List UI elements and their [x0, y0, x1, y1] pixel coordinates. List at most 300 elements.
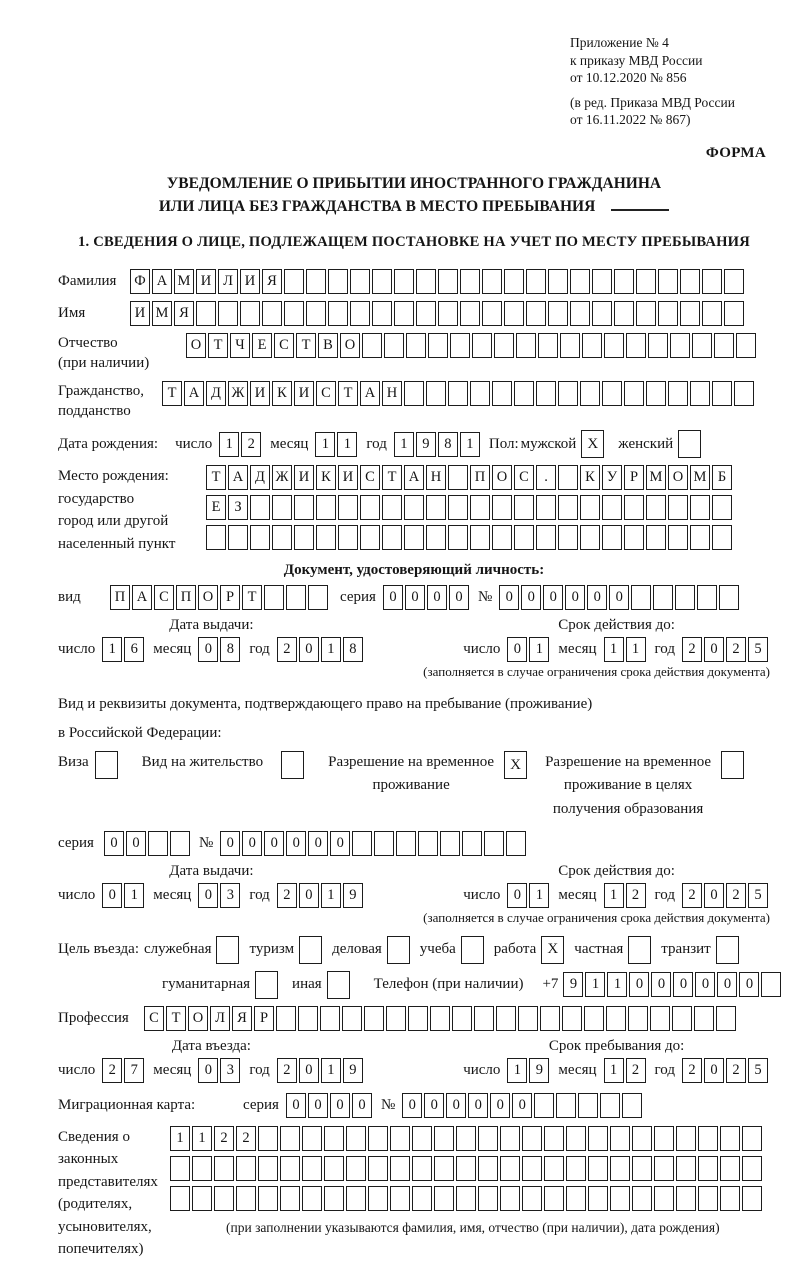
char-cell[interactable]: 0: [286, 1093, 306, 1118]
char-cell[interactable]: [602, 495, 622, 520]
char-cell[interactable]: И: [196, 269, 216, 294]
char-cell[interactable]: 1: [507, 1058, 527, 1083]
char-cell[interactable]: [484, 831, 504, 856]
char-cell[interactable]: [346, 1186, 366, 1211]
char-cell[interactable]: [610, 1126, 630, 1151]
char-cell[interactable]: [698, 1156, 718, 1181]
char-cell[interactable]: [622, 1093, 642, 1118]
char-cell[interactable]: [192, 1156, 212, 1181]
char-cell[interactable]: [306, 269, 326, 294]
char-cell[interactable]: [286, 585, 306, 610]
char-cell[interactable]: .: [536, 465, 556, 490]
char-cell[interactable]: [648, 333, 668, 358]
char-cell[interactable]: [470, 525, 490, 550]
char-cell[interactable]: [518, 1006, 538, 1031]
char-cell[interactable]: П: [110, 585, 130, 610]
char-cell[interactable]: [170, 1186, 190, 1211]
char-cell[interactable]: [526, 269, 546, 294]
char-cell[interactable]: [698, 1186, 718, 1211]
char-cell[interactable]: 8: [438, 432, 458, 457]
char-cell[interactable]: 1: [321, 1058, 341, 1083]
char-cell[interactable]: [250, 525, 270, 550]
char-cell[interactable]: [262, 301, 282, 326]
char-cell[interactable]: [522, 1186, 542, 1211]
char-cell[interactable]: [460, 269, 480, 294]
char-cell[interactable]: П: [470, 465, 490, 490]
char-cell[interactable]: [631, 585, 651, 610]
char-cell[interactable]: [438, 301, 458, 326]
char-cell[interactable]: [426, 381, 446, 406]
char-cell[interactable]: 0: [299, 883, 319, 908]
char-cell[interactable]: Е: [252, 333, 272, 358]
char-cell[interactable]: 2: [726, 637, 746, 662]
char-cell[interactable]: 1: [604, 883, 624, 908]
char-cell[interactable]: П: [176, 585, 196, 610]
char-cell[interactable]: [372, 301, 392, 326]
char-cell[interactable]: [280, 1156, 300, 1181]
char-cell[interactable]: 2: [214, 1126, 234, 1151]
purpose-private-checkbox[interactable]: [628, 936, 651, 964]
char-cell[interactable]: 0: [673, 972, 693, 997]
char-cell[interactable]: [694, 1006, 714, 1031]
char-cell[interactable]: 0: [405, 585, 425, 610]
char-cell[interactable]: 1: [585, 972, 605, 997]
char-cell[interactable]: [632, 1126, 652, 1151]
char-cell[interactable]: [338, 495, 358, 520]
char-cell[interactable]: И: [240, 269, 260, 294]
char-cell[interactable]: [218, 301, 238, 326]
char-cell[interactable]: [592, 301, 612, 326]
char-cell[interactable]: [320, 1006, 340, 1031]
char-cell[interactable]: [236, 1186, 256, 1211]
char-cell[interactable]: [448, 495, 468, 520]
char-cell[interactable]: Ж: [228, 381, 248, 406]
char-cell[interactable]: А: [152, 269, 172, 294]
char-cell[interactable]: 2: [277, 637, 297, 662]
char-cell[interactable]: [284, 269, 304, 294]
char-cell[interactable]: 0: [629, 972, 649, 997]
char-cell[interactable]: [720, 1186, 740, 1211]
char-cell[interactable]: [614, 301, 634, 326]
char-cell[interactable]: [478, 1156, 498, 1181]
char-cell[interactable]: [294, 495, 314, 520]
char-cell[interactable]: 1: [529, 637, 549, 662]
char-cell[interactable]: [342, 1006, 362, 1031]
char-cell[interactable]: Е: [206, 495, 226, 520]
char-cell[interactable]: [580, 495, 600, 520]
char-cell[interactable]: [368, 1126, 388, 1151]
char-cell[interactable]: Р: [624, 465, 644, 490]
char-cell[interactable]: [668, 495, 688, 520]
char-cell[interactable]: [404, 495, 424, 520]
char-cell[interactable]: [536, 495, 556, 520]
char-cell[interactable]: 0: [521, 585, 541, 610]
char-cell[interactable]: [544, 1126, 564, 1151]
char-cell[interactable]: 0: [102, 883, 122, 908]
char-cell[interactable]: [394, 301, 414, 326]
char-cell[interactable]: [500, 1186, 520, 1211]
char-cell[interactable]: [346, 1126, 366, 1151]
char-cell[interactable]: 0: [383, 585, 403, 610]
char-cell[interactable]: [514, 525, 534, 550]
char-cell[interactable]: [600, 1093, 620, 1118]
char-cell[interactable]: [492, 525, 512, 550]
char-cell[interactable]: 2: [726, 1058, 746, 1083]
char-cell[interactable]: 0: [299, 637, 319, 662]
char-cell[interactable]: Я: [174, 301, 194, 326]
char-cell[interactable]: [658, 269, 678, 294]
char-cell[interactable]: [412, 1156, 432, 1181]
char-cell[interactable]: [228, 525, 248, 550]
char-cell[interactable]: [658, 301, 678, 326]
char-cell[interactable]: М: [690, 465, 710, 490]
char-cell[interactable]: [690, 381, 710, 406]
char-cell[interactable]: 2: [277, 883, 297, 908]
char-cell[interactable]: Т: [296, 333, 316, 358]
char-cell[interactable]: И: [294, 381, 314, 406]
char-cell[interactable]: 0: [695, 972, 715, 997]
char-cell[interactable]: 0: [507, 883, 527, 908]
char-cell[interactable]: [544, 1156, 564, 1181]
char-cell[interactable]: 1: [170, 1126, 190, 1151]
char-cell[interactable]: [558, 495, 578, 520]
char-cell[interactable]: [390, 1126, 410, 1151]
char-cell[interactable]: [404, 525, 424, 550]
char-cell[interactable]: [736, 333, 756, 358]
char-cell[interactable]: К: [272, 381, 292, 406]
char-cell[interactable]: С: [154, 585, 174, 610]
char-cell[interactable]: [368, 1186, 388, 1211]
char-cell[interactable]: С: [144, 1006, 164, 1031]
char-cell[interactable]: [560, 333, 580, 358]
char-cell[interactable]: [306, 301, 326, 326]
char-cell[interactable]: [580, 525, 600, 550]
char-cell[interactable]: 0: [507, 637, 527, 662]
char-cell[interactable]: [720, 1156, 740, 1181]
char-cell[interactable]: 0: [704, 1058, 724, 1083]
char-cell[interactable]: [482, 269, 502, 294]
char-cell[interactable]: 0: [446, 1093, 466, 1118]
char-cell[interactable]: 5: [748, 637, 768, 662]
char-cell[interactable]: [714, 333, 734, 358]
char-cell[interactable]: [761, 972, 781, 997]
char-cell[interactable]: [364, 1006, 384, 1031]
char-cell[interactable]: [680, 269, 700, 294]
char-cell[interactable]: [504, 269, 524, 294]
char-cell[interactable]: [504, 301, 524, 326]
char-cell[interactable]: [544, 1186, 564, 1211]
char-cell[interactable]: [382, 495, 402, 520]
char-cell[interactable]: [492, 381, 512, 406]
char-cell[interactable]: [514, 381, 534, 406]
char-cell[interactable]: [724, 301, 744, 326]
char-cell[interactable]: 9: [343, 1058, 363, 1083]
char-cell[interactable]: [584, 1006, 604, 1031]
char-cell[interactable]: 1: [529, 883, 549, 908]
char-cell[interactable]: 2: [682, 883, 702, 908]
char-cell[interactable]: 0: [424, 1093, 444, 1118]
char-cell[interactable]: [346, 1156, 366, 1181]
char-cell[interactable]: О: [186, 333, 206, 358]
char-cell[interactable]: 0: [739, 972, 759, 997]
char-cell[interactable]: 2: [241, 432, 261, 457]
char-cell[interactable]: [610, 1156, 630, 1181]
char-cell[interactable]: [280, 1186, 300, 1211]
char-cell[interactable]: [712, 381, 732, 406]
char-cell[interactable]: 1: [604, 1058, 624, 1083]
char-cell[interactable]: [352, 831, 372, 856]
char-cell[interactable]: [536, 381, 556, 406]
char-cell[interactable]: [566, 1186, 586, 1211]
char-cell[interactable]: 0: [427, 585, 447, 610]
char-cell[interactable]: 1: [460, 432, 480, 457]
char-cell[interactable]: 1: [394, 432, 414, 457]
char-cell[interactable]: Л: [210, 1006, 230, 1031]
char-cell[interactable]: [506, 831, 526, 856]
char-cell[interactable]: [680, 301, 700, 326]
char-cell[interactable]: 0: [499, 585, 519, 610]
char-cell[interactable]: [450, 333, 470, 358]
char-cell[interactable]: 1: [321, 883, 341, 908]
char-cell[interactable]: К: [580, 465, 600, 490]
char-cell[interactable]: [384, 333, 404, 358]
char-cell[interactable]: И: [338, 465, 358, 490]
char-cell[interactable]: [148, 831, 168, 856]
char-cell[interactable]: [298, 1006, 318, 1031]
char-cell[interactable]: 1: [192, 1126, 212, 1151]
char-cell[interactable]: [690, 495, 710, 520]
char-cell[interactable]: [472, 333, 492, 358]
purpose-official-checkbox[interactable]: [216, 936, 239, 964]
char-cell[interactable]: [350, 301, 370, 326]
char-cell[interactable]: [214, 1156, 234, 1181]
char-cell[interactable]: 8: [343, 637, 363, 662]
char-cell[interactable]: [692, 333, 712, 358]
char-cell[interactable]: [214, 1186, 234, 1211]
char-cell[interactable]: [434, 1186, 454, 1211]
char-cell[interactable]: [522, 1156, 542, 1181]
char-cell[interactable]: 1: [315, 432, 335, 457]
char-cell[interactable]: [328, 269, 348, 294]
char-cell[interactable]: 9: [416, 432, 436, 457]
char-cell[interactable]: [514, 495, 534, 520]
char-cell[interactable]: 0: [242, 831, 262, 856]
char-cell[interactable]: [494, 333, 514, 358]
char-cell[interactable]: [548, 301, 568, 326]
char-cell[interactable]: [558, 381, 578, 406]
char-cell[interactable]: 0: [352, 1093, 372, 1118]
sex-female-checkbox[interactable]: [678, 430, 701, 458]
char-cell[interactable]: [276, 1006, 296, 1031]
temp-residence-education-checkbox[interactable]: [721, 751, 744, 779]
char-cell[interactable]: [170, 831, 190, 856]
char-cell[interactable]: З: [228, 495, 248, 520]
char-cell[interactable]: О: [198, 585, 218, 610]
char-cell[interactable]: О: [188, 1006, 208, 1031]
char-cell[interactable]: 0: [468, 1093, 488, 1118]
char-cell[interactable]: [602, 525, 622, 550]
char-cell[interactable]: Я: [262, 269, 282, 294]
char-cell[interactable]: [448, 381, 468, 406]
char-cell[interactable]: 2: [626, 883, 646, 908]
char-cell[interactable]: Н: [426, 465, 446, 490]
char-cell[interactable]: [170, 1156, 190, 1181]
char-cell[interactable]: И: [130, 301, 150, 326]
char-cell[interactable]: [250, 495, 270, 520]
char-cell[interactable]: [474, 1006, 494, 1031]
char-cell[interactable]: [426, 525, 446, 550]
char-cell[interactable]: [698, 1126, 718, 1151]
char-cell[interactable]: [672, 1006, 692, 1031]
purpose-humanitarian-checkbox[interactable]: [255, 971, 278, 999]
char-cell[interactable]: [742, 1156, 762, 1181]
char-cell[interactable]: С: [274, 333, 294, 358]
char-cell[interactable]: [302, 1126, 322, 1151]
char-cell[interactable]: [742, 1126, 762, 1151]
char-cell[interactable]: [556, 1093, 576, 1118]
purpose-transit-checkbox[interactable]: [716, 936, 739, 964]
char-cell[interactable]: 2: [102, 1058, 122, 1083]
visa-checkbox[interactable]: [95, 751, 118, 779]
char-cell[interactable]: Я: [232, 1006, 252, 1031]
char-cell[interactable]: 2: [277, 1058, 297, 1083]
char-cell[interactable]: [716, 1006, 736, 1031]
char-cell[interactable]: [456, 1156, 476, 1181]
char-cell[interactable]: [372, 269, 392, 294]
char-cell[interactable]: [478, 1126, 498, 1151]
char-cell[interactable]: [636, 301, 656, 326]
char-cell[interactable]: 0: [704, 883, 724, 908]
char-cell[interactable]: 3: [220, 1058, 240, 1083]
char-cell[interactable]: С: [514, 465, 534, 490]
char-cell[interactable]: О: [492, 465, 512, 490]
char-cell[interactable]: И: [294, 465, 314, 490]
char-cell[interactable]: [668, 525, 688, 550]
char-cell[interactable]: [500, 1156, 520, 1181]
char-cell[interactable]: Д: [250, 465, 270, 490]
char-cell[interactable]: [632, 1156, 652, 1181]
char-cell[interactable]: [264, 585, 284, 610]
char-cell[interactable]: [496, 1006, 516, 1031]
char-cell[interactable]: 0: [587, 585, 607, 610]
char-cell[interactable]: [418, 831, 438, 856]
char-cell[interactable]: Т: [382, 465, 402, 490]
char-cell[interactable]: [500, 1126, 520, 1151]
char-cell[interactable]: [470, 495, 490, 520]
char-cell[interactable]: [646, 381, 666, 406]
char-cell[interactable]: С: [360, 465, 380, 490]
char-cell[interactable]: Ф: [130, 269, 150, 294]
char-cell[interactable]: [448, 465, 468, 490]
char-cell[interactable]: [606, 1006, 626, 1031]
char-cell[interactable]: 0: [220, 831, 240, 856]
char-cell[interactable]: [610, 1186, 630, 1211]
char-cell[interactable]: [697, 585, 717, 610]
char-cell[interactable]: [712, 525, 732, 550]
purpose-other-checkbox[interactable]: [327, 971, 350, 999]
char-cell[interactable]: [702, 269, 722, 294]
char-cell[interactable]: 0: [512, 1093, 532, 1118]
char-cell[interactable]: [302, 1186, 322, 1211]
char-cell[interactable]: [258, 1156, 278, 1181]
char-cell[interactable]: Т: [242, 585, 262, 610]
char-cell[interactable]: 0: [126, 831, 146, 856]
char-cell[interactable]: [452, 1006, 472, 1031]
char-cell[interactable]: [360, 525, 380, 550]
char-cell[interactable]: [430, 1006, 450, 1031]
char-cell[interactable]: [558, 525, 578, 550]
purpose-tourism-checkbox[interactable]: [299, 936, 322, 964]
char-cell[interactable]: [438, 269, 458, 294]
char-cell[interactable]: [548, 269, 568, 294]
char-cell[interactable]: Т: [208, 333, 228, 358]
char-cell[interactable]: 9: [529, 1058, 549, 1083]
char-cell[interactable]: [258, 1186, 278, 1211]
char-cell[interactable]: [526, 301, 546, 326]
char-cell[interactable]: [654, 1126, 674, 1151]
char-cell[interactable]: 0: [402, 1093, 422, 1118]
char-cell[interactable]: М: [646, 465, 666, 490]
char-cell[interactable]: [316, 495, 336, 520]
char-cell[interactable]: 0: [651, 972, 671, 997]
char-cell[interactable]: [284, 301, 304, 326]
char-cell[interactable]: [602, 381, 622, 406]
char-cell[interactable]: [566, 1126, 586, 1151]
char-cell[interactable]: 2: [726, 883, 746, 908]
char-cell[interactable]: [456, 1186, 476, 1211]
char-cell[interactable]: [240, 301, 260, 326]
char-cell[interactable]: 2: [236, 1126, 256, 1151]
char-cell[interactable]: [626, 333, 646, 358]
char-cell[interactable]: А: [404, 465, 424, 490]
char-cell[interactable]: [406, 333, 426, 358]
char-cell[interactable]: [416, 269, 436, 294]
char-cell[interactable]: [478, 1186, 498, 1211]
char-cell[interactable]: 8: [220, 637, 240, 662]
char-cell[interactable]: [462, 831, 482, 856]
char-cell[interactable]: [636, 269, 656, 294]
char-cell[interactable]: [206, 525, 226, 550]
char-cell[interactable]: [426, 495, 446, 520]
char-cell[interactable]: 1: [626, 637, 646, 662]
char-cell[interactable]: [434, 1126, 454, 1151]
purpose-business-checkbox[interactable]: [387, 936, 410, 964]
char-cell[interactable]: К: [316, 465, 336, 490]
char-cell[interactable]: [562, 1006, 582, 1031]
char-cell[interactable]: [654, 1186, 674, 1211]
char-cell[interactable]: 0: [330, 1093, 350, 1118]
char-cell[interactable]: Д: [206, 381, 226, 406]
char-cell[interactable]: 2: [682, 637, 702, 662]
char-cell[interactable]: 0: [286, 831, 306, 856]
char-cell[interactable]: [338, 525, 358, 550]
char-cell[interactable]: [624, 525, 644, 550]
char-cell[interactable]: [258, 1126, 278, 1151]
char-cell[interactable]: 2: [682, 1058, 702, 1083]
char-cell[interactable]: [302, 1156, 322, 1181]
char-cell[interactable]: 0: [609, 585, 629, 610]
char-cell[interactable]: [712, 495, 732, 520]
residence-permit-checkbox[interactable]: [281, 751, 304, 779]
char-cell[interactable]: [588, 1186, 608, 1211]
char-cell[interactable]: [192, 1186, 212, 1211]
char-cell[interactable]: 0: [104, 831, 124, 856]
char-cell[interactable]: [382, 525, 402, 550]
char-cell[interactable]: [540, 1006, 560, 1031]
char-cell[interactable]: И: [250, 381, 270, 406]
char-cell[interactable]: [236, 1156, 256, 1181]
char-cell[interactable]: [670, 333, 690, 358]
